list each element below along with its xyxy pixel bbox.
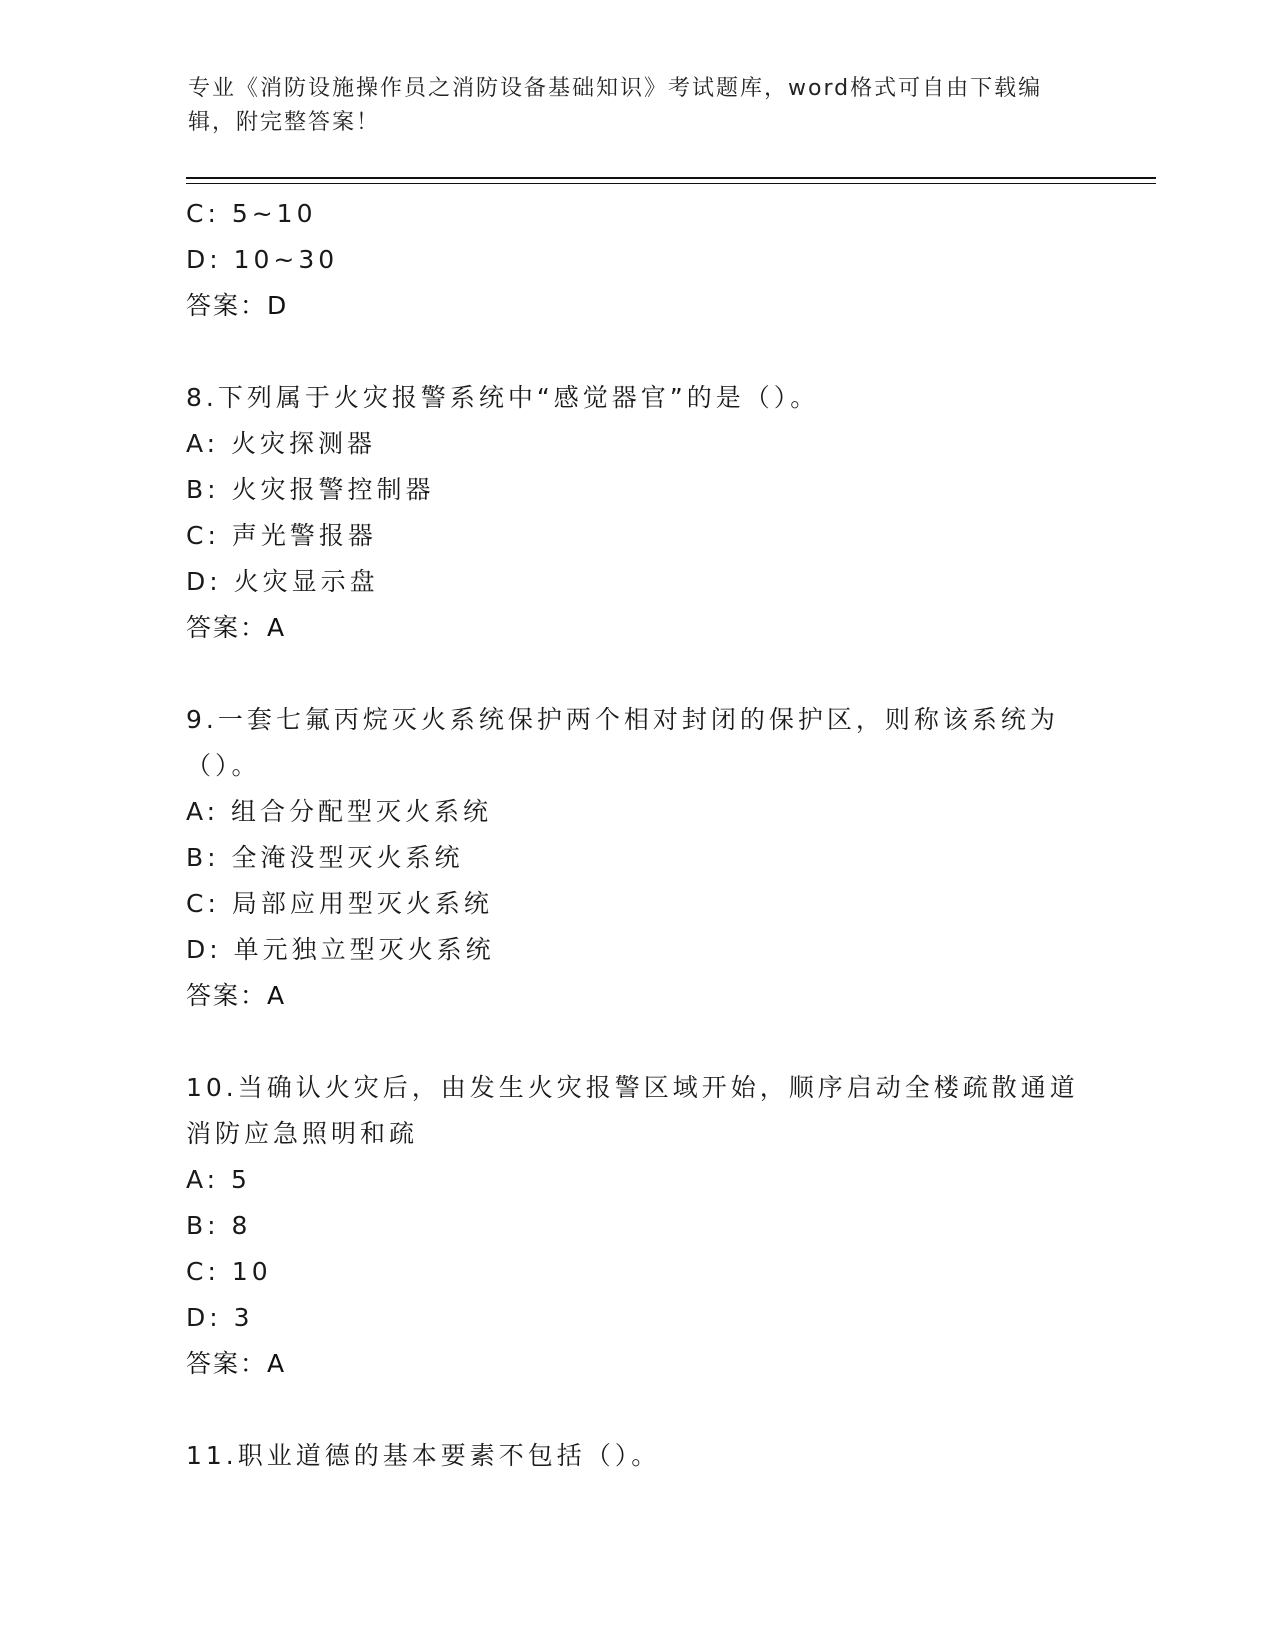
- header-text: 专业《消防设施操作员之消防设备基础知识》考试题库，word格式可自由下载编辑，附完整答案！: [188, 76, 1043, 135]
- option-d: D: 3: [186, 1303, 254, 1332]
- option-d: D: 单元独立型灭火系统: [186, 935, 495, 964]
- option-c: C: 局部应用型灭火系统: [186, 889, 493, 918]
- question-11: [186, 1433, 1086, 1479]
- question-list: [186, 191, 1086, 1479]
- option-b: B: 火灾报警控制器: [186, 475, 435, 504]
- option-a: A: 组合分配型灭火系统: [186, 797, 493, 826]
- answer-label: 答案：A: [186, 613, 287, 642]
- question-8: [186, 375, 1086, 651]
- option-b: B: 8: [186, 1211, 252, 1240]
- spacer: [186, 1019, 1086, 1065]
- question-7-tail: [186, 191, 1086, 329]
- answer-label: 答案：A: [186, 981, 287, 1010]
- question-stem: 10.当确认火灾后，由发生火灾报警区域开始，顺序启动全楼疏散通道消防应急照明和疏: [186, 1073, 1079, 1148]
- spacer: [186, 651, 1086, 697]
- question-10: [186, 1065, 1086, 1387]
- header-divider-thin: [186, 183, 1156, 184]
- option-c: C: 声光警报器: [186, 521, 377, 550]
- question-stem: 9.一套七氟丙烷灭火系统保护两个相对封闭的保护区，则称该系统为（）。: [186, 705, 1059, 780]
- answer-label: 答案：D: [186, 291, 289, 320]
- question-9: [186, 697, 1086, 1019]
- question-stem: 11.职业道德的基本要素不包括（）。: [186, 1441, 661, 1470]
- option-d: D: 10~30: [186, 245, 339, 274]
- option-d: D: 火灾显示盘: [186, 567, 379, 596]
- option-c: C: 5~10: [186, 199, 317, 228]
- option-a: A: 火灾探测器: [186, 429, 377, 458]
- document-header: [188, 72, 1068, 140]
- spacer: [186, 1387, 1086, 1433]
- spacer: [186, 329, 1086, 375]
- option-b: B: 全淹没型灭火系统: [186, 843, 464, 872]
- option-a: A: 5: [186, 1165, 251, 1194]
- answer-label: 答案：A: [186, 1349, 287, 1378]
- header-divider-thick: [186, 177, 1156, 179]
- option-c: C: 10: [186, 1257, 272, 1286]
- question-stem: 8.下列属于火灾报警系统中“感觉器官”的是（）。: [186, 383, 820, 412]
